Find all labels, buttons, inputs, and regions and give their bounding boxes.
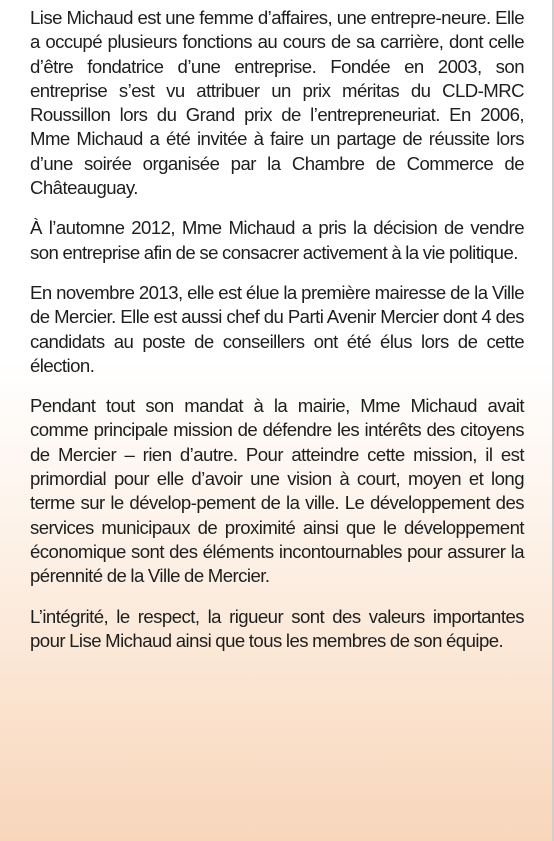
bio-paragraph-mandate: Pendant tout son mandat à la mairie, Mme Michaud avait comme principale mission de défendre les intérêts des citoyens de Mercier – rien d’autre. Pour atteindre cette mission, il est primordial pour elle d’avoir une vision à court, moyen et long terme sur le dévelop-pement de la ville. Le développement des services municipaux de proximité ainsi que le développement économique sont des éléments incontournables pour assurer la pérennité de la Ville de Mercier.	[30, 395, 524, 587]
bio-paragraph-values: L’intégrité, le respect, la rigueur sont des valeurs importantes pour Lise Michaud ainsi que tous les membres de son équipe.	[30, 605, 524, 651]
bio-paragraph-2012: À l’automne 2012, Mme Michaud a pris la décision de vendre son entreprise afin de se consacrer activement à la vie politique.	[30, 217, 524, 263]
bio-paragraph-election: En novembre 2013, elle est élue la première mairesse de la Ville de Mercier. Elle est aussi chef du Parti Avenir Mercier dont 4 des candidats au poste de conseillers ont été élus lors de cette élection.	[30, 281, 524, 376]
bio-paragraph-career: Lise Michaud est une femme d’affaires, une entrepre-neure. Elle a occupé plusieurs fonctions au cours de sa carrière, dont celle d’être fondatrice d’une entreprise. Fondée en 2003, son entreprise s’est vu attribuer un prix méritas du CLD-MRC Roussillon lors du Grand prix de l’entrepreneuriat. En 2006, Mme Michaud a été invitée à faire un partage de réussite lors d’une soirée organisée par la Chambre de Commerce de Châteauguay.	[30, 7, 524, 199]
